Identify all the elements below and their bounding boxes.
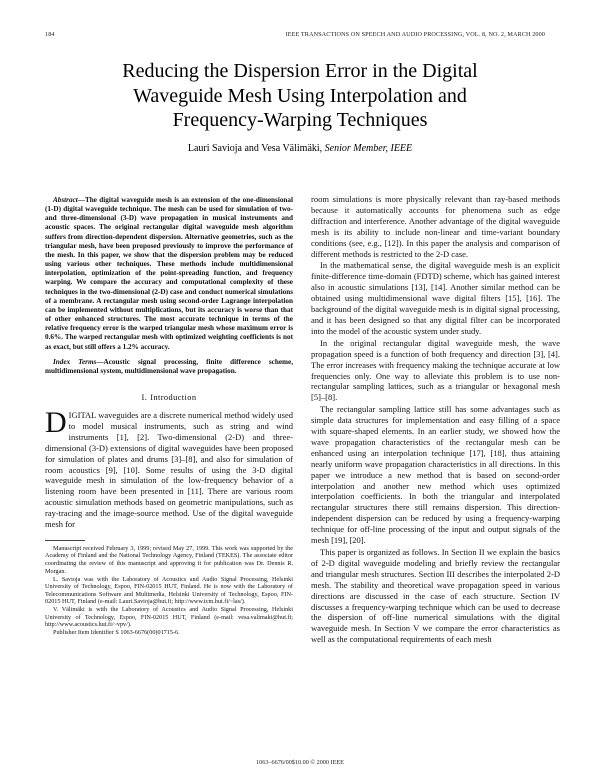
index-terms-label: Index Terms—: [53, 357, 104, 366]
section-title: Introduction: [150, 392, 197, 402]
section-heading: [45, 393, 293, 402]
title-line-1: Reducing the Dispersion Error in the Digital: [122, 60, 478, 82]
title-line-3: Frequency-Warping Techniques: [172, 109, 428, 131]
footnote-publisher-id: Publisher Item Identifier S 1063-6676(00)01715-6.: [53, 629, 180, 637]
index-terms: [45, 358, 293, 376]
index-terms-text: Acoustic signal processing, finite difference scheme, multidimensional system, multidimensional wave propagation.: [45, 357, 293, 375]
footnote-valimaki: V. Välimäki is with the Laboratory of Acoustics and Audio Signal Processing, Helsinki University of Technology, Espoo, FIN-02015 HUT, Finland (e-mail: vesa.valimaki@hut.fi; http://www.acoustics.hut.fi/~vpv/).: [45, 606, 293, 629]
title-line-2: Waveguide Mesh Using Interpolation and: [133, 84, 467, 107]
intro-paragraph: [45, 405, 293, 530]
title-block: [40, 59, 560, 154]
body-paragraph: room simulations is more physically relevant than ray-based methods because it automatically accounts for phenomena such as edge diffraction and interference. Another advantage of the digital waveguide mesh is its ability to include non-linear and time-variant boundary conditions (see, e.g., [12]). In this paper the analysis and comparison of different methods is restricted to the 2-D case.: [311, 194, 560, 259]
footnote-savioja: L. Savioja was with the Laboratory of Acoustics and Audio Signal Processing, Helsinki University of Technology, Espoo, FIN-02015 HUT, Finland. He is now with the Laboratory of Telecommunications Software and Multimedia, Helsinki University of Technology, Espoo, FIN-02015 HUT, Finland (e-mail: Lauri.Savioja@hut.fi; http://www.tcm.hut.fi/~las/).: [45, 575, 293, 606]
drop-cap: D: [45, 405, 67, 439]
abstract: [45, 196, 293, 352]
body-paragraph: In the mathematical sense, the digital waveguide mesh is an explicit finite-difference time-domain (FDTD) scheme, which has gained interest also in acoustic simulations [13], [14]. Another similar method can be obtained using multidimensional wave digital filters [15], [16]. The background of the digital waveguide mesh is in digital signal processing, and it has been designed so that any digital filter can be incorporated into the model of the acoustic system under study.: [311, 260, 560, 336]
author-affiliation: Senior Member, IEEE: [324, 142, 413, 154]
author-names: Lauri Savioja and Vesa Välimäki,: [187, 142, 323, 154]
page-number: 184: [45, 31, 55, 38]
body-paragraph: This paper is organized as follows. In Section II we explain the basics of 2-D digital waveguide modeling and briefly review the rectangular and triangular mesh structures. Section III describes the interpolated 2-D mesh. The stability and theoretical wave propagation speed in various directions are discussed in the case of each structure. Section IV discusses a frequency-warping technique which can be used to decrease the dispersion of off-line numerical simulations with the digital waveguide mesh. In Section V we compare the error characteristics as well as the computational requirements of each mesh: [311, 547, 560, 645]
authors: [40, 143, 560, 154]
body-paragraph: In the original rectangular digital waveguide mesh, the wave propagation speed is a function of both frequency and direction [3], [4]. The error increases with frequency making the technique accurate at low frequencies only. One way to alleviate this problem is to use non-rectangular sampling lattices, such as a triangular or hexagonal mesh [5]–[8].: [311, 337, 560, 403]
body-paragraph: The rectangular sampling lattice still has some advantages such as simple data structures for implementation and easy filling of a space with square-shaped elements. In an earlier study, we showed how the wave propagation characteristics of the rectangular mesh can be enhanced using an interpolation technique [17], [18], thus attaining nearly uniform wave propagation characteristics in all directions. In this paper we introduce a new method that is based on second-order interpolation and another new method which uses optimized interpolation coefficients. In both the triangular and interpolated rectangular structures there still remains dispersion. This direction-independent dispersion can be reduced by using a frequency-warping technique for off-line processing of the input and output signals of the mesh [19], [20].: [311, 404, 560, 546]
footnote-rule: [45, 540, 85, 541]
abstract-text: The digital waveguide mesh is an extension of the one-dimensional (1-D) digital waveguide technique. The mesh can be used for simulation of two- and three-dimensional (3-D) wave propagation in musical instruments and acoustic spaces. The original rectangular digital waveguide mesh algorithm suffers from direction-dependent dispersion. Alternative geometries, such as the triangular mesh, have been proposed previously to improve the performance of the mesh. In this paper, we show that the dispersion problem may be reduced using various other techniques. These methods include multidimensional interpolation, optimization of the point-spreading function, and frequency warping. We compare the accuracy and computational complexity of these techniques in the two-dimensional (2-D) case and conduct numerical simulations of a membrane. A rectangular mesh using second-order Lagrange interpolation can be implemented without multiplications, but its accuracy is worse than that of other enhanced structures. The most accurate technique in terms of the relative frequency error is the warped triangular mesh whose maximum error is 0.6%. The warped rectangular mesh with optimized weighting coefficients is not as exact, but still offers a 1.2% accuracy.: [45, 196, 293, 351]
footnotes: [45, 545, 293, 637]
abstract-label: Abstract—: [53, 196, 85, 204]
intro-text: IGITAL waveguides are a discrete numerical method widely used to model musical instruments, such as string and wind instruments [1], [2]. Two-dimensional (2-D) and three-dimensional (3-D) extensions of digital waveguides have been proposed for simulation of plates and drums [3]–[8], and also for simulation of room acoustics [9], [10]. Some results of using the 3-D digital waveguide mesh in simulation of the low-frequency behavior of a listening room have been presented in [11]. There are various room acoustic simulation methods based on geometric manipulations, such as ray-tracing and the image-source method. Use of the digital waveguide mesh for: [45, 409, 293, 530]
section-numeral: I.: [141, 392, 148, 402]
footnote-manuscript: Manuscript received February 3, 1999; revised May 27, 1999. This work was supported by the Academy of Finland and the National Technology Agency, Finland (TEKES). The associate editor coordinating the review of this manuscript and approving it for publication was Dr. Dennis R. Morgan.: [45, 544, 293, 575]
right-column: [311, 194, 560, 646]
running-header: IEEE TRANSACTIONS ON SPEECH AND AUDIO PROCESSING, VOL. 8, NO. 2, MARCH 2000: [285, 31, 545, 38]
left-column: [45, 196, 293, 638]
copyright-footer: 1063–6676/00$10.00 © 2000 IEEE: [256, 759, 344, 766]
